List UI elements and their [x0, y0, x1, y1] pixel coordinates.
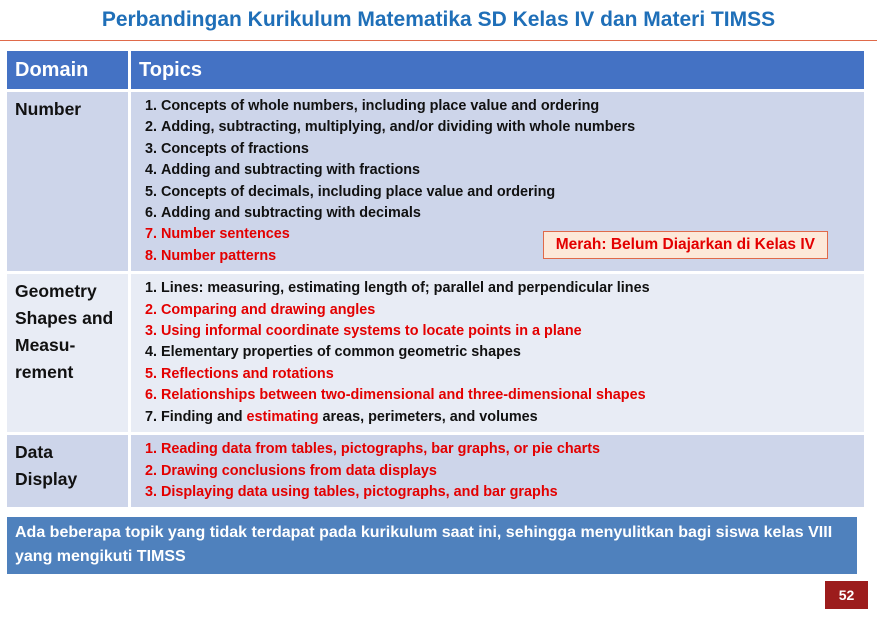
domain-line: Data [15, 442, 53, 463]
topic-text: Displaying data using tables, pictographs, and bar graphs [161, 483, 558, 500]
legend-box: Merah: Belum Diajarkan di Kelas IV [543, 231, 828, 259]
topic-text: Finding and [161, 408, 247, 425]
column-header-domain: Domain [7, 51, 131, 89]
topic-text: Reading data from tables, pictographs, bar graphs, or pie charts [161, 441, 601, 458]
topic-item [161, 461, 856, 482]
topic-item [161, 300, 856, 321]
topic-text: Concepts of whole numbers, including place value and ordering [161, 98, 600, 114]
topic-list-geometry [139, 278, 856, 428]
topic-text: Comparing and drawing angles [161, 301, 376, 318]
domain-cell-geometry [7, 274, 131, 432]
topic-text: Relationships between two-dimensional and three-dimensional shapes [161, 387, 646, 404]
topics-cell-data-display [131, 435, 864, 507]
topic-item [161, 482, 856, 503]
table-row-geometry [7, 274, 864, 432]
topic-text: estimating [246, 408, 319, 425]
column-header-topics: Topics [131, 51, 864, 89]
topic-item [161, 342, 856, 363]
slide-title: Perbandingan Kurikulum Matematika SD Kelas IV dan Materi TIMSS [101, 8, 776, 31]
topic-item [161, 321, 856, 342]
domain-line: Shapes and [15, 308, 114, 329]
topic-item [161, 364, 856, 385]
curriculum-table [7, 48, 864, 510]
topic-text: Using informal coordinate systems to locate points in a plane [161, 323, 582, 340]
topics-cell-geometry [131, 274, 864, 432]
table-header-row [7, 51, 864, 89]
title-divider [0, 40, 877, 41]
domain-line: rement [15, 362, 74, 383]
topic-text: Elementary properties of common geometric shapes [161, 344, 521, 361]
topic-text: Adding and subtracting with decimals [161, 205, 421, 222]
table-row-data-display [7, 435, 864, 507]
topic-text: Number sentences [161, 226, 290, 243]
topic-text: Concepts of decimals, including place value and ordering [161, 183, 556, 200]
domain-line: Geometry [15, 281, 97, 302]
topic-text: Adding, subtracting, multiplying, and/or dividing with whole numbers [161, 119, 636, 136]
topic-item [161, 96, 856, 117]
domain-line: Display [15, 469, 78, 490]
topic-list-data-display [139, 439, 856, 503]
topic-text: areas, perimeters, and volumes [318, 408, 538, 425]
topic-text: Concepts of fractions [161, 140, 309, 157]
domain-line: Measu- [15, 335, 76, 356]
topic-item [161, 182, 856, 203]
topic-text: Reflections and rotations [161, 365, 334, 382]
page-number-badge: 52 [825, 581, 868, 609]
topic-item [161, 278, 856, 299]
topic-item [161, 385, 856, 406]
domain-cell-data-display [7, 435, 131, 507]
summary-note: Ada beberapa topik yang tidak terdapat pada kurikulum saat ini, sehingga menyulitkan bagi siswa kelas VIII yang mengikuti TIMSS [7, 517, 857, 574]
topic-item [161, 160, 856, 181]
topic-text: Number patterns [161, 247, 277, 264]
topic-item [161, 439, 856, 460]
topics-cell-number [131, 92, 864, 271]
topic-item [161, 407, 856, 428]
topic-text: Adding and subtracting with fractions [161, 162, 421, 179]
domain-cell-number: Number [7, 92, 131, 271]
topic-text: Lines: measuring, estimating length of; parallel and perpendicular lines [161, 280, 650, 297]
topic-item [161, 117, 856, 138]
topic-text: Drawing conclusions from data displays [161, 462, 437, 479]
topic-item [161, 203, 856, 224]
topic-item [161, 139, 856, 160]
table-row-number [7, 92, 864, 271]
